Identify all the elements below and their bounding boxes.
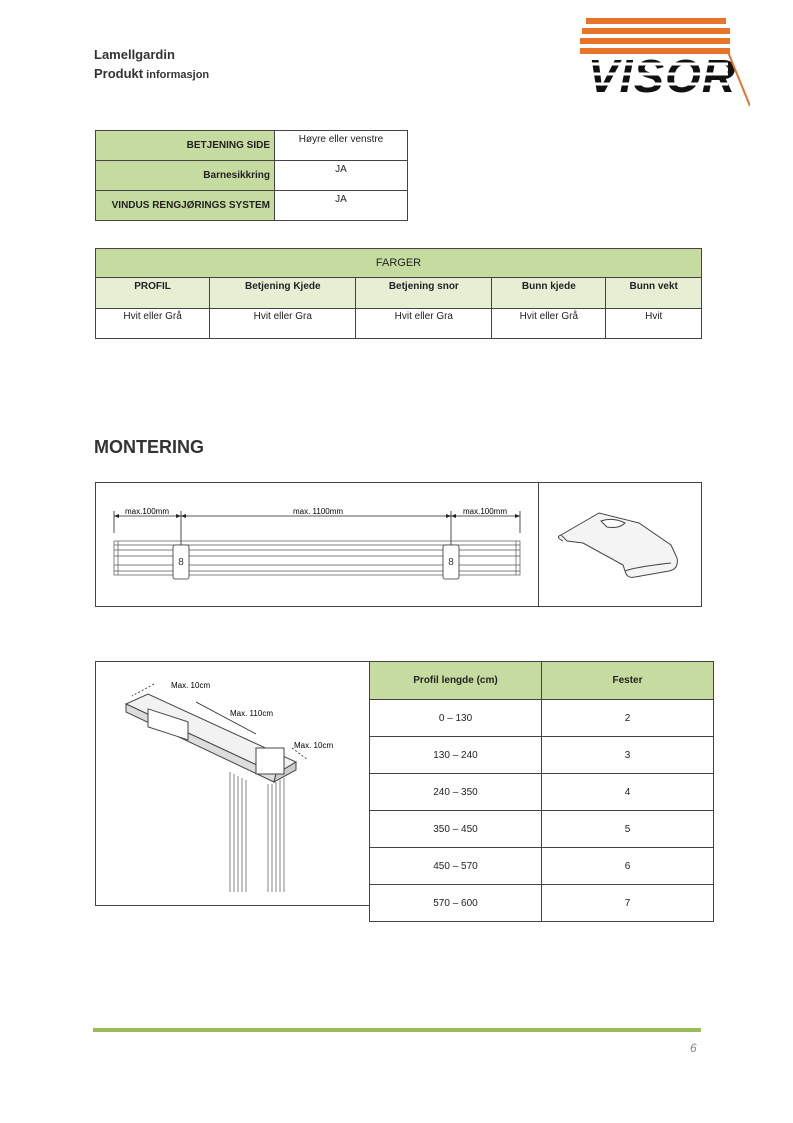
dim-right-label: max.100mm — [462, 507, 508, 516]
footer-rule — [93, 1028, 701, 1032]
iso-label-c: Max. 10cm — [294, 741, 334, 750]
document-title: Lamellgardin — [94, 47, 175, 62]
fester-row — [370, 700, 714, 737]
dim-middle-label: max. 1100mm — [292, 507, 344, 516]
spec-label: Barnesikkring — [96, 161, 275, 191]
subtitle-bold: Produkt — [94, 66, 144, 81]
colors-value-row — [96, 309, 702, 339]
spec-value: JA — [275, 191, 408, 221]
colors-value-cell: Hvit eller Gra — [210, 309, 356, 339]
bracket-clip-illustration — [539, 483, 701, 606]
fester-length-cell: 350 – 450 — [370, 811, 542, 848]
colors-header-cell: Betjening snor — [356, 278, 492, 309]
document-subtitle — [94, 66, 209, 81]
fester-count-cell: 4 — [542, 774, 714, 811]
svg-text:8: 8 — [448, 557, 454, 568]
visor-logo — [578, 14, 750, 110]
fester-header-cell: Fester — [542, 662, 714, 700]
colors-value-cell: Hvit — [606, 309, 702, 339]
fester-table — [369, 661, 714, 922]
fester-count-cell: 2 — [542, 700, 714, 737]
dim-left-label: max.100mm — [124, 507, 170, 516]
fester-row — [370, 737, 714, 774]
colors-header-cell: Bunn vekt — [606, 278, 702, 309]
fester-count-cell: 7 — [542, 885, 714, 922]
colors-table — [95, 248, 702, 339]
fester-count-cell: 6 — [542, 848, 714, 885]
colors-header-cell: Bunn kjede — [492, 278, 606, 309]
spec-value: JA — [275, 161, 408, 191]
colors-value-cell: Hvit eller Grå — [492, 309, 606, 339]
fester-row — [370, 885, 714, 922]
fester-row — [370, 848, 714, 885]
fester-row — [370, 774, 714, 811]
fester-count-cell: 5 — [542, 811, 714, 848]
subtitle-rest: informasjon — [143, 69, 210, 81]
colors-header-cell: Betjening Kjede — [210, 278, 356, 309]
specs-table — [95, 130, 408, 221]
isometric-diagram-panel — [95, 661, 370, 906]
fester-count-cell: 3 — [542, 737, 714, 774]
spec-label: VINDUS RENGJØRINGS SYSTEM — [96, 191, 275, 221]
fester-header-cell: Profil lengde (cm) — [370, 662, 542, 700]
spec-row — [96, 161, 408, 191]
fester-length-cell: 130 – 240 — [370, 737, 542, 774]
rail-diagram-panel — [95, 482, 539, 607]
rail-dimension-diagram — [96, 483, 538, 606]
iso-label-a: Max. 10cm — [171, 681, 211, 690]
colors-header-cell: PROFIL — [96, 278, 210, 309]
spec-row — [96, 131, 408, 161]
bracket-clip-panel — [539, 482, 702, 607]
iso-label-b: Max. 110cm — [230, 709, 273, 718]
logo-text: VISOR — [587, 50, 737, 102]
colors-value-cell: Hvit eller Gra — [356, 309, 492, 339]
isometric-mount-diagram — [96, 662, 369, 905]
spec-label: BETJENING SIDE — [96, 131, 275, 161]
fester-length-cell: 240 – 350 — [370, 774, 542, 811]
fester-row — [370, 811, 714, 848]
page-number: 6 — [690, 1041, 697, 1055]
colors-header-row — [96, 278, 702, 309]
colors-table-title: FARGER — [96, 249, 702, 278]
section-heading-montering: MONTERING — [94, 437, 204, 457]
fester-length-cell: 450 – 570 — [370, 848, 542, 885]
fester-header-row — [370, 662, 714, 700]
spec-value: Høyre eller venstre — [275, 131, 408, 161]
svg-text:8: 8 — [178, 557, 184, 568]
fester-length-cell: 570 – 600 — [370, 885, 542, 922]
colors-value-cell: Hvit eller Grå — [96, 309, 210, 339]
fester-length-cell: 0 – 130 — [370, 700, 542, 737]
spec-row — [96, 191, 408, 221]
